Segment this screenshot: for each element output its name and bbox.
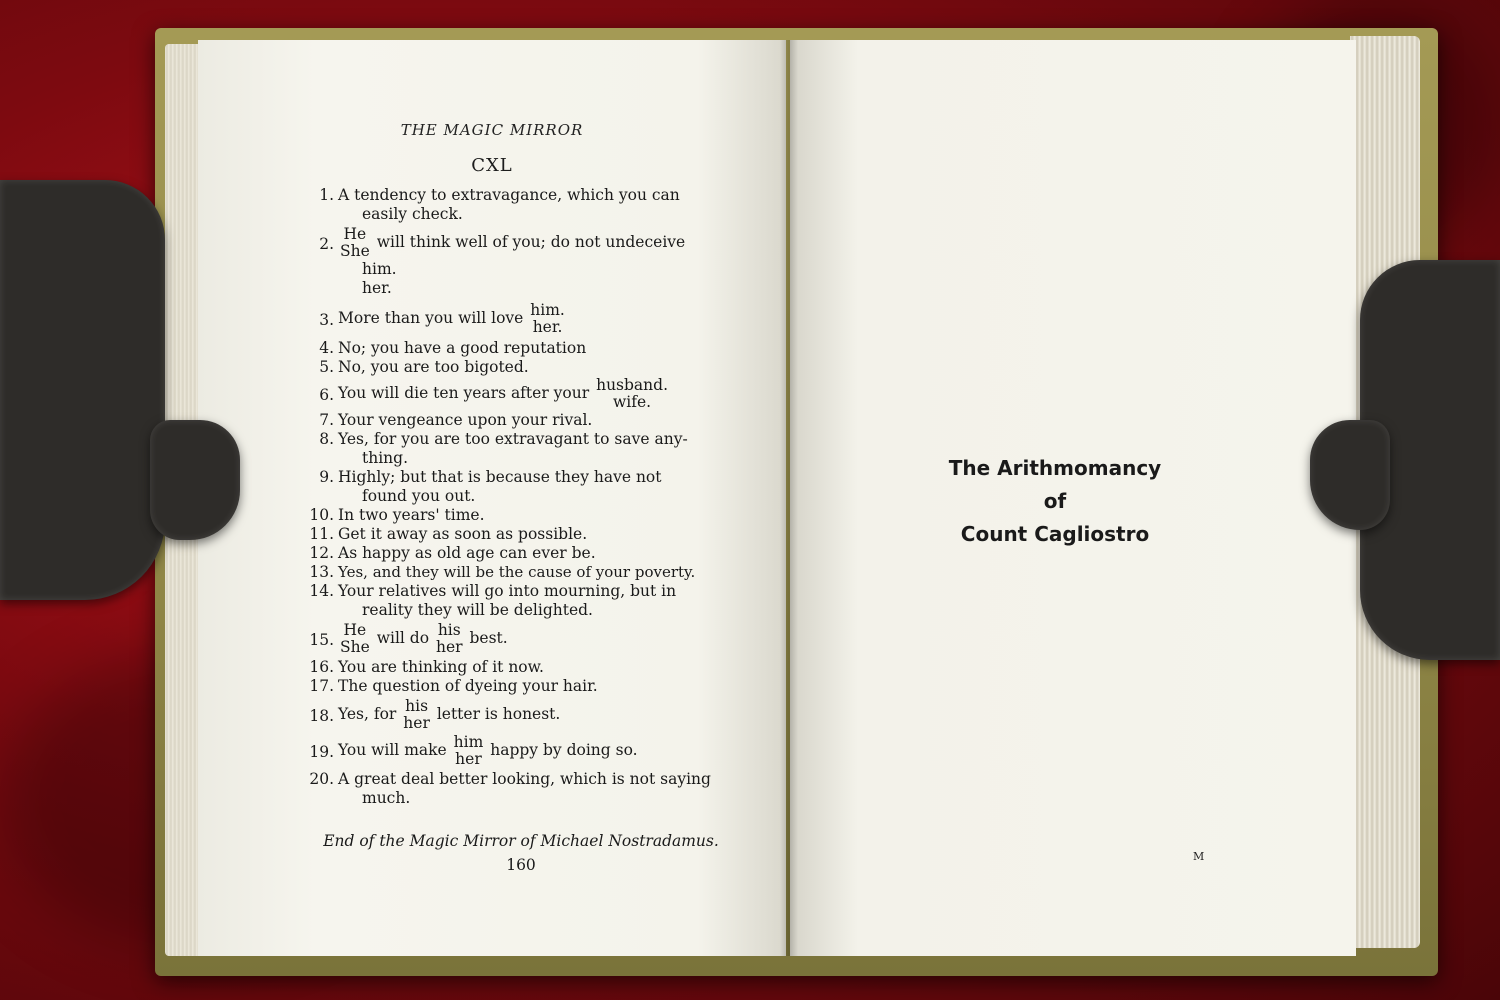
answer-item: 3. More than you will love him. her.: [319, 301, 565, 336]
right-page-weight-arm: [1310, 420, 1390, 530]
answer-item: 2. He She will think well of you; do not undeceive him. her.: [319, 225, 686, 297]
left-page-weight: [0, 180, 165, 600]
answer-item: 8. Yes, for you are too extravagant to save any- thing.: [319, 430, 688, 467]
answer-item: 10. In two years' time.: [309, 506, 485, 524]
title-line: Count Cagliostro: [960, 522, 1150, 546]
answer-item: 1. A tendency to extravagance, which you can easily check.: [319, 186, 680, 223]
answer-item: 7. Your vengeance upon your rival.: [319, 411, 593, 429]
answer-item: 16. You are thinking of it now.: [309, 658, 544, 676]
answer-item: 12. As happy as old age can ever be.: [309, 544, 596, 562]
answer-item: 18. Yes, for his her letter is honest.: [309, 697, 561, 732]
answer-item: 14. Your relatives will go into mourning, but in reality they will be delighted.: [309, 582, 677, 619]
signature-mark: M: [1193, 850, 1205, 863]
answer-item: 19. You will make him her happy by doing so.: [309, 733, 638, 768]
section-title: CXL: [471, 155, 513, 176]
end-note: End of the Magic Mirror of Michael Nostradamus.: [323, 832, 719, 850]
chapter-title: [790, 452, 1320, 551]
answer-list: [300, 186, 732, 808]
title-line: The Arithmomancy: [948, 456, 1162, 480]
answer-item: 20. A great deal better looking, which is not saying much.: [309, 770, 711, 807]
answer-item: 9. Highly; but that is because they have not found you out.: [319, 468, 662, 505]
left-page-weight-arm: [150, 420, 240, 540]
answer-item: 4. No; you have a good reputation: [319, 339, 587, 357]
answer-item: 17. The question of dyeing your hair.: [309, 677, 598, 695]
answer-item: 5. No, you are too bigoted.: [319, 358, 529, 376]
answer-item: 11. Get it away as soon as possible.: [309, 525, 588, 543]
answer-item: 13. Yes, and they will be the cause of your poverty.: [309, 563, 696, 581]
answer-item: 15. He She will do his her best.: [309, 621, 508, 656]
running-head: THE MAGIC MIRROR: [400, 121, 584, 139]
page-number: 160: [506, 856, 536, 874]
title-line: of: [1043, 489, 1067, 513]
answer-item: 6. You will die ten years after your husband. wife.: [319, 376, 669, 411]
